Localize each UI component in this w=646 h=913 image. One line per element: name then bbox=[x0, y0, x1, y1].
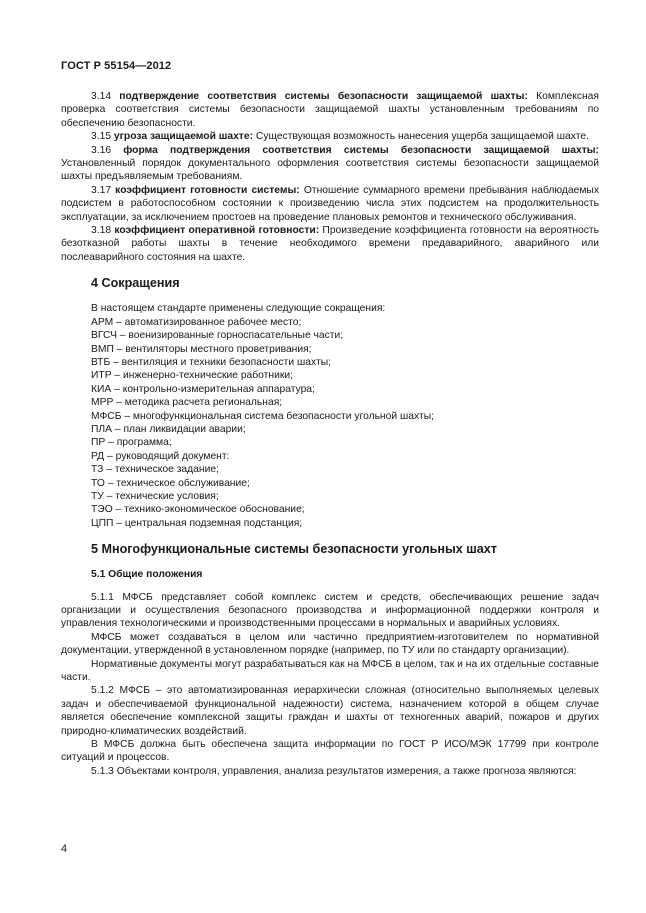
paragraph-5-1-1: 5.1.1 МФСБ представляет собой комплекс систем и средств, обеспечивающих решение задач организации и осуществления безопасного производства и информационной поддержки контроля и управления технологическими и производственными процессами в нормальных и аварийных условиях. bbox=[61, 591, 599, 630]
definition-text: Существующая возможность нанесения ущерба защищаемой шахте. bbox=[255, 131, 589, 143]
paragraph-mfsb-creation: МФСБ может создаваться в целом или частично предприятием-изготовителем по нормативной документации, утвержденной в установленном порядке (например, по ТУ или по стандарту организации). bbox=[61, 631, 599, 657]
document-header: ГОСТ Р 55154—2012 bbox=[61, 60, 172, 72]
section-5-heading: 5 Многофункциональные системы безопасности угольных шахт bbox=[91, 542, 497, 557]
definition-number: 3.14 bbox=[91, 91, 112, 102]
page-number: 4 bbox=[61, 843, 68, 855]
definition-number: 3.15 bbox=[91, 131, 112, 143]
definition-term: угроза защищаемой шахте: bbox=[113, 131, 254, 143]
paragraph-info-protection: В МФСБ должна быть обеспечена защита информации по ГОСТ Р ИСО/МЭК 17799 при контроле ситуаций и процессов. bbox=[61, 739, 599, 764]
list-item: ТУ – технические условия; bbox=[91, 490, 219, 502]
abbreviations-list bbox=[61, 316, 599, 531]
subsection-5-1-heading: 5.1 Общие положения bbox=[91, 569, 203, 581]
list-item: ИТР – инженерно-технические работники; bbox=[91, 370, 293, 382]
list-item: ВМП – вентиляторы местного проветривания; bbox=[91, 343, 312, 355]
definition-number: 3.18 bbox=[91, 225, 112, 237]
list-item: КИА – контрольно-измерительная аппаратура; bbox=[91, 383, 315, 395]
definition-3-17 bbox=[61, 184, 599, 224]
definition-number: 3.17 bbox=[91, 184, 112, 196]
definition-text: Комплексная проверка соответствия системы безопасности защищаемой шахты установленным требованиям по обеспечению безопасности. bbox=[61, 91, 599, 129]
list-item: ВТБ – вентиляция и техники безопасности шахты; bbox=[91, 356, 331, 368]
list-item: ТО – техническое обслуживание; bbox=[91, 477, 250, 489]
definition-text: Отношение суммарного времени пребывания наблюдаемых подсистем в работоспособном состоянии к произведению числа этих подсистем на продолжительность эксплуатации, за исключением простоев на проведение плановых ремонтов и технического обслуживания. bbox=[61, 184, 599, 223]
definitions-block bbox=[61, 90, 599, 264]
list-item: ПР – программа; bbox=[91, 437, 172, 449]
paragraph-normative-docs: Нормативные документы могут разрабатываться как на МФСБ в целом, так и на их отдельные составные части. bbox=[61, 658, 599, 684]
section-4-heading: 4 Сокращения bbox=[91, 276, 180, 291]
definition-3-15 bbox=[61, 130, 599, 143]
paragraph-5-1-3: 5.1.3 Объектами контроля, управления, анализа результатов измерения, а также прогноза являются: bbox=[91, 765, 577, 777]
definition-text: Произведение коэффициента готовности на вероятность безотказной работы шахты в течение необходимого времени предаварийного, аварийного или послеаварийного состояния на шахте. bbox=[61, 225, 599, 263]
paragraph-5-1-2: 5.1.2 МФСБ – это автоматизированная иерархически сложная (относительно выполняемых целевых задач и обеспечиваемой функциональной надежности) система, назначением которой в общем случае является обеспечение комплексной защиты граждан и шахты от техногенных аварий, пожаров и других природно-климатических воздействий. bbox=[61, 685, 599, 737]
definition-term: коэффициент готовности системы: bbox=[115, 184, 300, 196]
list-item: АРМ – автоматизированное рабочее место; bbox=[91, 316, 302, 328]
list-item: ПЛА – план ликвидации аварии; bbox=[91, 423, 246, 435]
definition-text: Установленный порядок документального оформления соответствия системы безопасности защищаемой шахты предъявляемым требованиям. bbox=[61, 158, 599, 183]
definition-term: форма подтверждения соответствия системы безопасности защищаемой шахты: bbox=[123, 144, 599, 156]
definition-3-14 bbox=[61, 90, 599, 130]
definition-term: коэффициент оперативной готовности: bbox=[114, 225, 320, 237]
definition-3-18 bbox=[61, 224, 599, 264]
list-item: ВГСЧ – военизированные горноспасательные части; bbox=[91, 330, 344, 342]
list-item: МРР – методика расчета региональная; bbox=[91, 397, 283, 409]
document-body bbox=[61, 90, 599, 778]
list-item: ТЗ – техническое задание; bbox=[91, 464, 219, 476]
list-item: МФСБ – многофункциональная система безопасности угольной шахты; bbox=[91, 410, 434, 422]
list-item: ТЭО – технико-экономическое обоснование; bbox=[91, 504, 305, 516]
list-item: РД – руководящий документ: bbox=[91, 450, 230, 462]
list-item: ЦПП – центральная подземная подстанция; bbox=[91, 517, 303, 529]
abbreviations-intro: В настоящем стандарте применены следующие сокращения: bbox=[91, 303, 386, 315]
definition-number: 3.16 bbox=[91, 144, 112, 156]
definition-term: подтверждение соответствия системы безопасности защищаемой шахты: bbox=[119, 91, 528, 102]
definition-3-16 bbox=[61, 144, 599, 184]
